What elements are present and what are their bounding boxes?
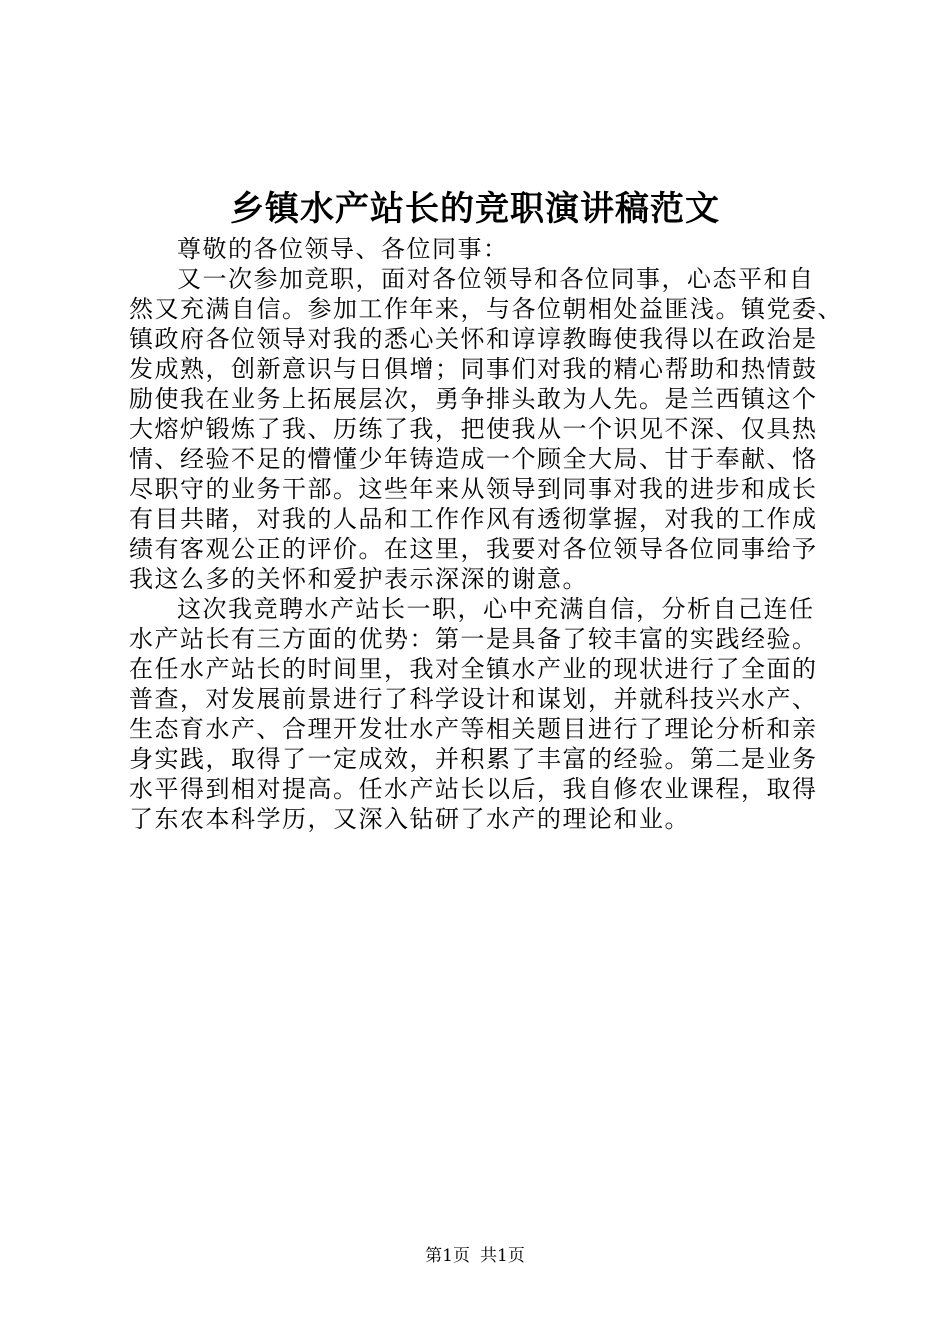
text-line: 发成熟，创新意识与日俱增；同事们对我的精心帮助和热情鼓: [129, 355, 818, 383]
text-line: 尽职守的业务干部。这些年来从领导到同事对我的进步和成长: [129, 475, 818, 503]
text-line: 水产站长有三方面的优势：第一是具备了较丰富的实践经验。: [129, 625, 818, 653]
text-line: 有目共睹，对我的人品和工作作风有透彻掌握，对我的工作成: [129, 505, 818, 533]
text-line: 身实践，取得了一定成效，并积累了丰富的经验。第二是业务: [129, 745, 818, 773]
text-line: 又一次参加竞职，面对各位领导和各位同事，心态平和自: [177, 265, 815, 293]
text-line: 然又充满自信。参加工作年来，与各位朝相处益匪浅。镇党委、: [129, 295, 843, 323]
text-line: 在任水产站长的时间里，我对全镇水产业的现状进行了全面的: [129, 655, 818, 683]
page-number: 第1页: [425, 1246, 470, 1266]
page-footer: [0, 1244, 950, 1268]
text-line: 了东农本科学历，又深入钻研了水产的理论和业。: [129, 805, 690, 833]
document-body: [129, 234, 849, 834]
text-line: 我这么多的关怀和爱护表示深深的谢意。: [129, 565, 588, 593]
text-line: 绩有客观公正的评价。在这里，我要对各位领导各位同事给予: [129, 535, 818, 563]
text-line: 镇政府各位领导对我的悉心关怀和谆谆教晦使我得以在政治是: [129, 325, 818, 353]
text-line: 励使我在业务上拓展层次，勇争排头敢为人先。是兰西镇这个: [129, 385, 818, 413]
text-line: 水平得到相对提高。任水产站长以后，我自修农业课程，取得: [129, 775, 818, 803]
text-line: 这次我竞聘水产站长一职，心中充满自信，分析自己连任: [177, 595, 815, 623]
document-title: 乡镇水产站长的竞职演讲稿范文: [230, 189, 720, 229]
text-line: 生态育水产、合理开发壮水产等相关题目进行了理论分析和亲: [129, 715, 818, 743]
text-line: 普查，对发展前景进行了科学设计和谋划，并就科技兴水产、: [129, 685, 818, 713]
text-line: 大熔炉锻炼了我、历练了我，把使我从一个识见不深、仅具热: [129, 415, 818, 443]
paragraph-2: [129, 594, 849, 834]
paragraph-1: [129, 264, 849, 594]
salutation: 尊敬的各位领导、各位同事：: [177, 235, 509, 263]
page-total: 共1页: [480, 1246, 525, 1266]
text-line: 情、经验不足的懵懂少年铸造成一个顾全大局、甘于奉献、恪: [129, 445, 818, 473]
